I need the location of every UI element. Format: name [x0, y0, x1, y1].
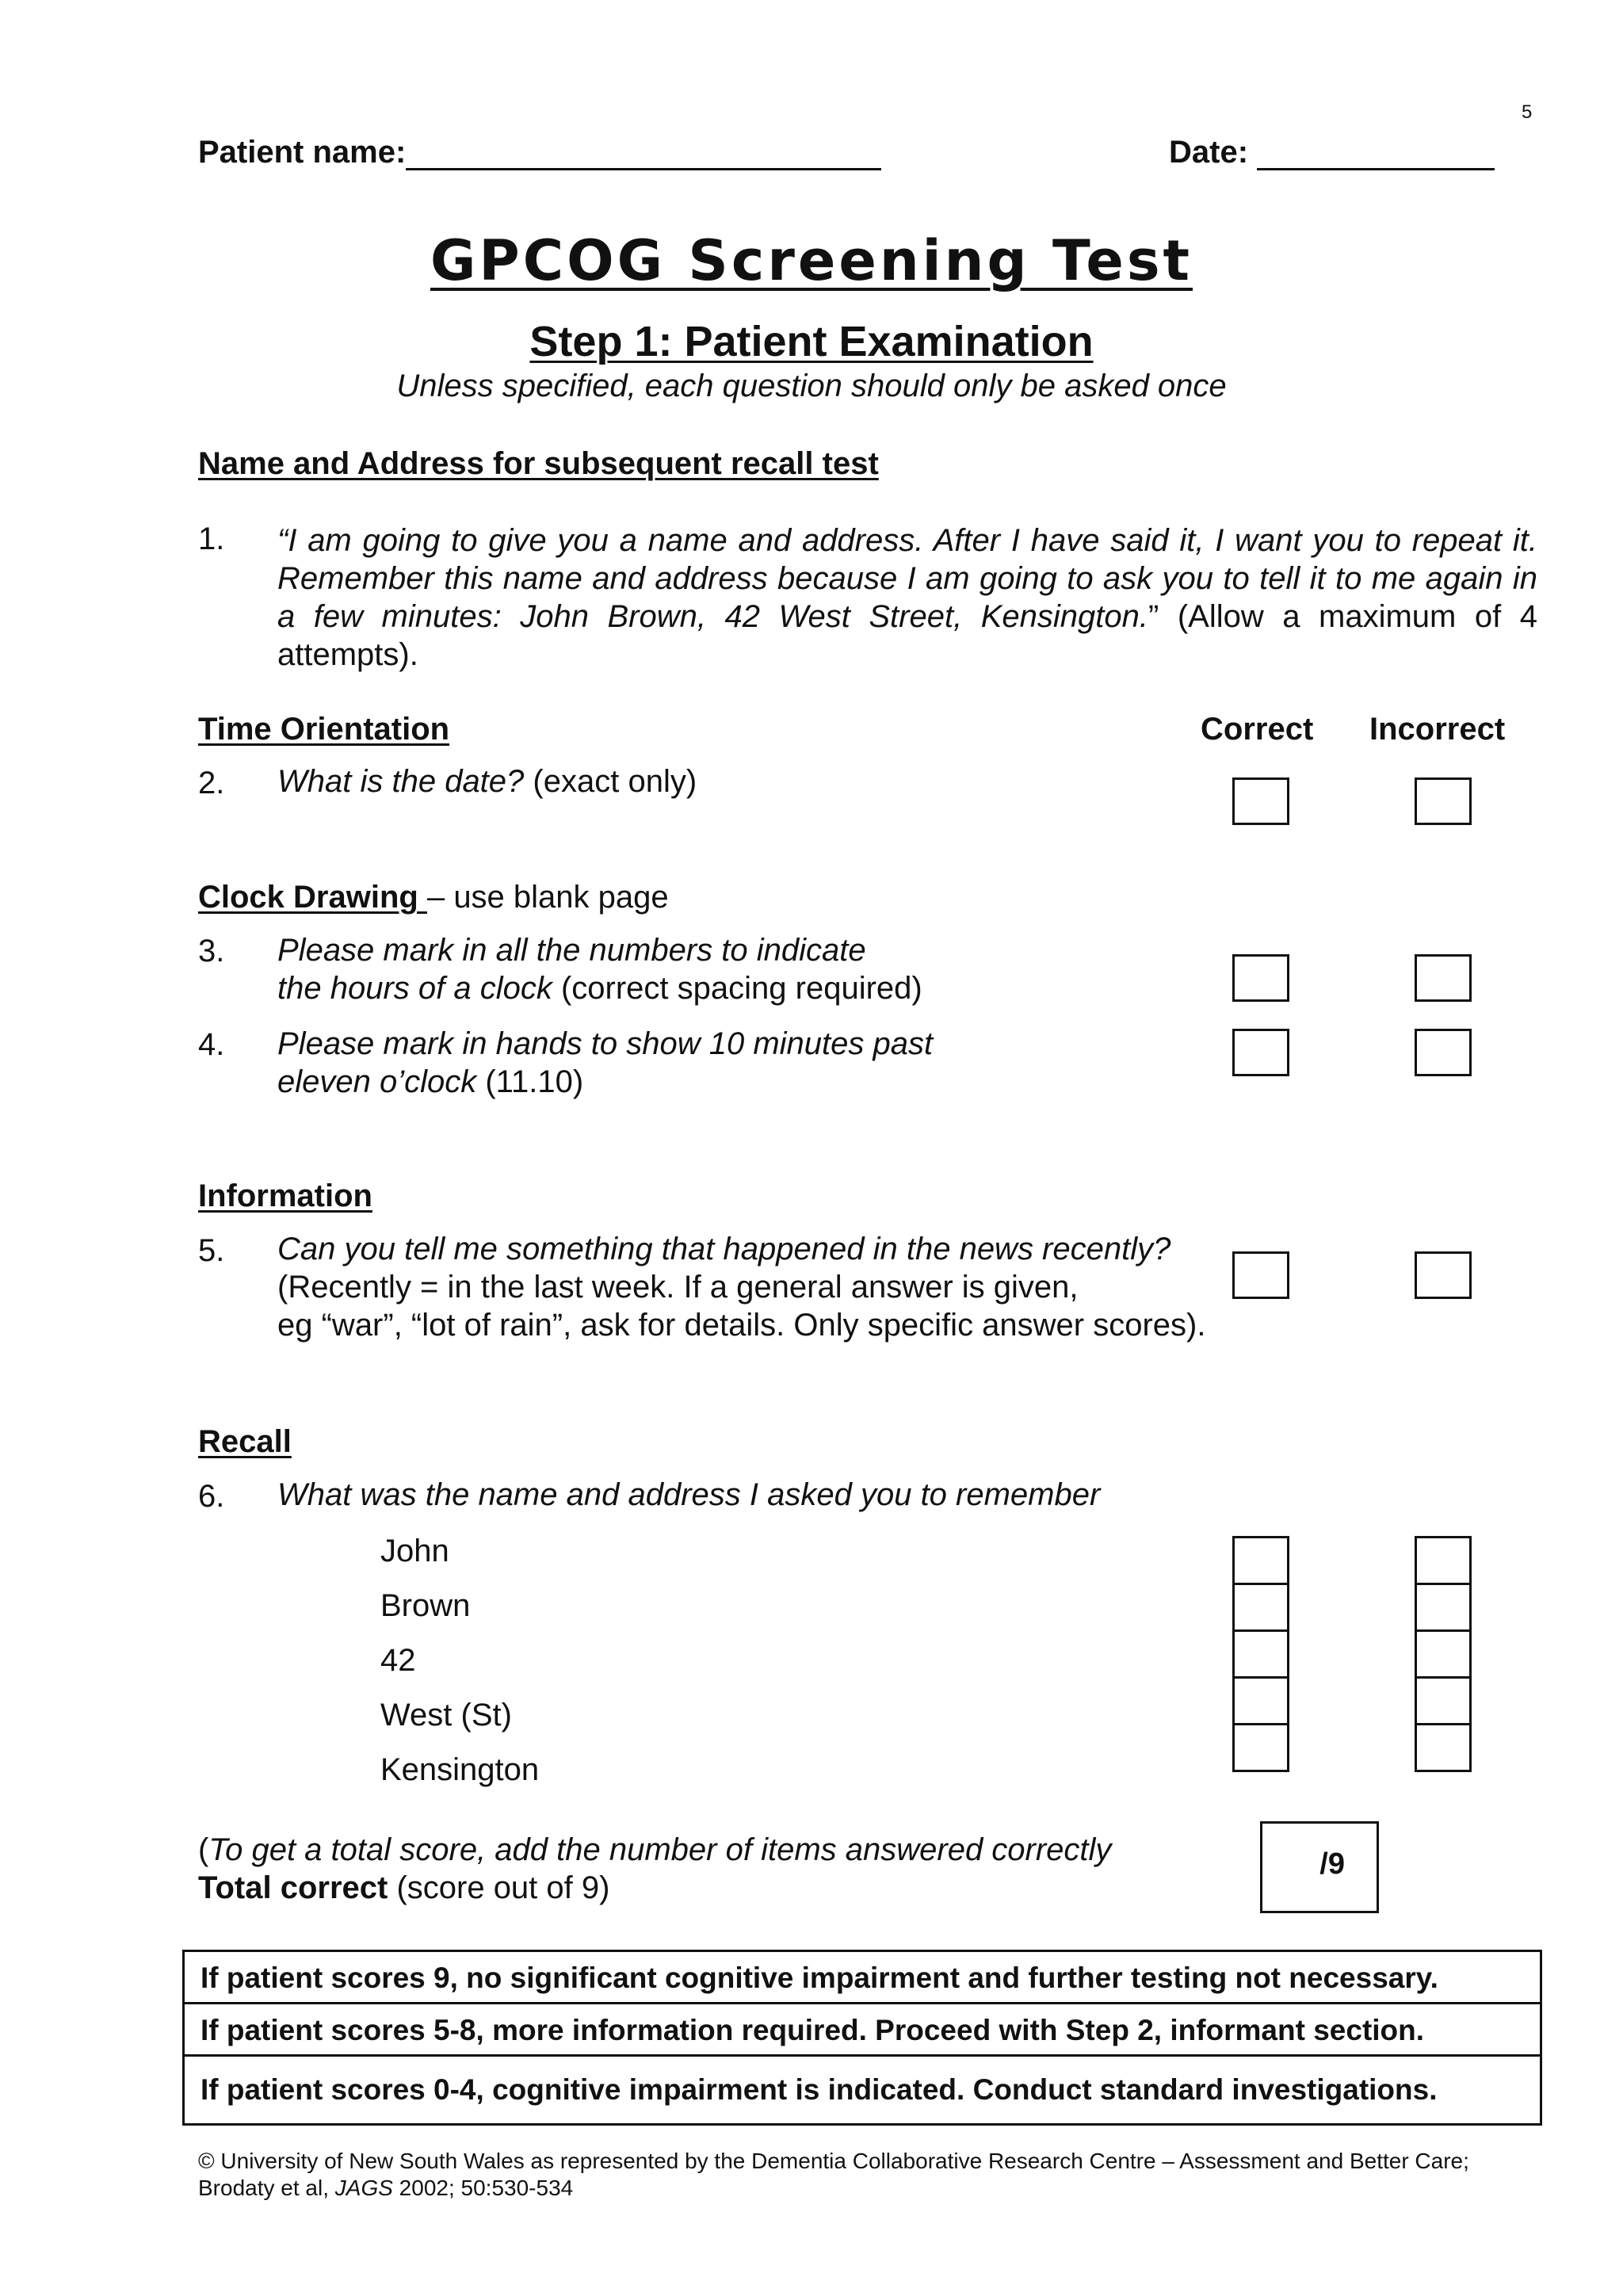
step-title: Step 1: Patient Examination	[529, 318, 1094, 365]
recall-correct-column	[1232, 1536, 1289, 1772]
q1-number: 1.	[198, 521, 225, 556]
page-number: 5	[1522, 101, 1533, 123]
recall-brown-incorrect-checkbox[interactable]	[1415, 1583, 1472, 1632]
section-clock-drawing	[198, 880, 669, 915]
total-paren: (	[198, 1832, 209, 1867]
footer-citation-pre: Brodaty et al,	[198, 2176, 335, 2200]
recall-42-correct-checkbox[interactable]	[1232, 1629, 1289, 1679]
column-correct: Correct	[1201, 712, 1314, 747]
total-score-box[interactable]: /9	[1260, 1821, 1379, 1913]
q6-number: 6.	[198, 1479, 225, 1514]
q5-incorrect-checkbox[interactable]	[1415, 1251, 1472, 1299]
q3-line2-plain: (correct spacing required)	[552, 971, 922, 1006]
q6-text: What was the name and address I asked you to remember	[277, 1477, 1101, 1512]
footer-journal: JAGS	[334, 2176, 393, 2200]
clock-drawing-note: – use blank page	[426, 880, 669, 915]
footer-copyright	[198, 2148, 1469, 2202]
q3-correct-checkbox[interactable]	[1232, 954, 1289, 1002]
q4-line1: Please mark in hands to show 10 minutes past	[277, 1026, 934, 1061]
q4-incorrect-checkbox[interactable]	[1415, 1029, 1472, 1076]
clock-drawing-label: Clock Drawing	[198, 880, 427, 915]
q2-correct-checkbox[interactable]	[1232, 777, 1289, 825]
result-row-9: If patient scores 9, no significant cognitive impairment and further testing not necessary.	[185, 1952, 1540, 2004]
step-subtitle: Unless specified, each question should only be asked once	[396, 369, 1227, 403]
q1-italic: “I am going to give you a name and address. After I have said it, I want you to repeat it. Remember this name and address because I am going to ask you to tell it to me again in a few minutes: John Brown, 42 West Street, Kensington.	[277, 523, 1537, 634]
q3-text	[277, 931, 922, 1007]
q3-number: 3.	[198, 934, 225, 968]
recall-john-correct-checkbox[interactable]	[1232, 1536, 1289, 1585]
q2-italic: What is the date?	[277, 764, 525, 799]
date-label: Date:	[1169, 135, 1249, 170]
recall-kensington-incorrect-checkbox[interactable]	[1415, 1723, 1472, 1772]
q5-line1: Can you tell me something that happened in the news recently?	[277, 1232, 1171, 1266]
recall-item-john: John	[380, 1534, 449, 1568]
q2-number: 2.	[198, 766, 225, 800]
result-row-0-4: If patient scores 0-4, cognitive impairment is indicated. Conduct standard investigations.	[200, 2073, 1438, 2106]
recall-west-incorrect-checkbox[interactable]	[1415, 1676, 1472, 1725]
q2-text	[277, 762, 697, 800]
date-line[interactable]	[1257, 136, 1495, 170]
patient-name-label: Patient name:	[198, 135, 407, 170]
section-information: Information	[198, 1179, 372, 1213]
q1-text	[277, 521, 1537, 674]
patient-name-field[interactable]	[198, 135, 881, 170]
recall-west-correct-checkbox[interactable]	[1232, 1676, 1289, 1725]
recall-42-incorrect-checkbox[interactable]	[1415, 1629, 1472, 1679]
results-table	[182, 1950, 1542, 2126]
q5-correct-checkbox[interactable]	[1232, 1251, 1289, 1299]
section-time-orientation: Time Orientation	[198, 712, 450, 747]
recall-john-incorrect-checkbox[interactable]	[1415, 1536, 1472, 1585]
q3-incorrect-checkbox[interactable]	[1415, 954, 1472, 1002]
q2-incorrect-checkbox[interactable]	[1415, 777, 1472, 825]
recall-item-42: 42	[380, 1643, 416, 1678]
date-field[interactable]	[1169, 135, 1495, 170]
q4-number: 4.	[198, 1027, 225, 1062]
q1-plain: ” (Allow a maximum of 4 attempts).	[277, 599, 1537, 672]
total-label: Total correct	[198, 1870, 388, 1905]
recall-brown-correct-checkbox[interactable]	[1232, 1583, 1289, 1632]
footer-line1: © University of New South Wales as represented by the Dementia Collaborative Research Centre – Assessment and Better Care;	[198, 2149, 1469, 2173]
q5-text	[277, 1230, 1205, 1344]
footer-citation-post: 2002; 50:530-534	[392, 2176, 574, 2200]
patient-name-line[interactable]	[406, 136, 881, 170]
section-recall: Recall	[198, 1424, 292, 1459]
q5-line3: eg “war”, “lot of rain”, ask for details. Only specific answer scores).	[277, 1308, 1206, 1343]
total-instruction: To get a total score, add the number of items answered correctly	[208, 1832, 1112, 1867]
q4-text	[277, 1025, 933, 1101]
result-row-5-8: If patient scores 5-8, more information required. Proceed with Step 2, informant section.	[185, 2004, 1540, 2057]
total-instructions	[198, 1831, 1111, 1907]
page-title: GPCOG Screening Test	[430, 228, 1193, 293]
q5-line2: (Recently = in the last week. If a general answer is given,	[277, 1270, 1079, 1305]
recall-item-west: West (St)	[380, 1698, 512, 1733]
column-incorrect: Incorrect	[1369, 712, 1506, 747]
section-name-address: Name and Address for subsequent recall test	[198, 446, 879, 481]
recall-item-brown: Brown	[380, 1588, 471, 1623]
q3-line2-italic: the hours of a clock	[277, 971, 552, 1006]
recall-item-kensington: Kensington	[380, 1752, 540, 1787]
total-label-note: (score out of 9)	[388, 1870, 610, 1905]
q4-line2-plain: (11.10)	[476, 1064, 584, 1099]
recall-kensington-correct-checkbox[interactable]	[1232, 1723, 1289, 1772]
q4-line2-italic: eleven o’clock	[277, 1064, 477, 1099]
q3-line1: Please mark in all the numbers to indicate	[277, 933, 866, 968]
q5-number: 5.	[198, 1233, 225, 1268]
q2-plain: (exact only)	[524, 764, 697, 799]
q4-correct-checkbox[interactable]	[1232, 1029, 1289, 1076]
recall-incorrect-column	[1415, 1536, 1472, 1772]
